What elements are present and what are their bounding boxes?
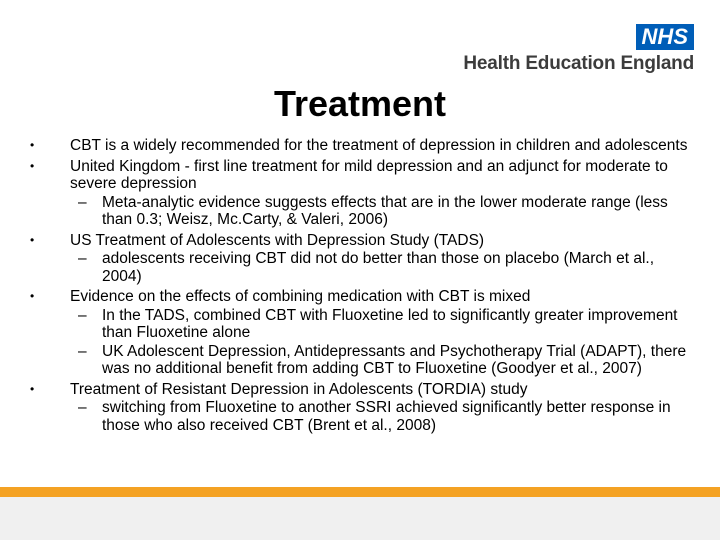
sub-bullet-dash: – [78,306,87,324]
bullet-item [30,232,690,286]
bullet-item [30,158,690,229]
bullet-dot: • [30,289,35,303]
sub-bullet-item [70,307,690,342]
bullet-dot: • [30,138,35,152]
sub-bullet-item [70,399,690,434]
organization-name: Health Education England [463,53,694,74]
slide-title: Treatment [273,83,447,124]
sub-bullet-text: Meta-analytic evidence suggests effects that are in the lower moderate range (less than 0.3; Weisz, Mc.Carty, & Valeri, 2006) [102,193,668,228]
sub-bullet-item [70,343,690,378]
sub-bullet-item [70,194,690,229]
sub-bullet-text: In the TADS, combined CBT with Fluoxetine led to significantly greater improvement than Fluoxetine alone [102,306,678,341]
bullet-dot: • [30,158,35,173]
bullet-text: US Treatment of Adolescents with Depression Study (TADS) [70,231,485,249]
bullet-text: CBT is a widely recommended for the treatment of depression in children and adolescents [70,137,688,154]
bullet-item [30,381,690,435]
bullet-text: United Kingdom - first line treatment for mild depression and an adjunct for moderate to severe depression [70,157,668,192]
bullet-item [30,288,690,378]
bullet-dot: • [30,232,35,247]
sub-bullet-text: adolescents receiving CBT did not do better than those on placebo (March et al., 2004) [102,250,655,285]
sub-bullet-item [70,250,690,285]
bullet-text: Evidence on the effects of combining medication with CBT is mixed [70,288,531,305]
sub-bullet-dash: – [78,193,87,211]
nhs-logo-mark: NHS [636,24,694,50]
footer-area [0,497,720,540]
bullet-list [30,137,690,434]
bullet-text: Treatment of Resistant Depression in Adolescents (TORDIA) study [70,380,528,398]
slide-content [30,137,690,437]
sub-bullet-dash: – [78,250,87,267]
sub-bullet-dash: – [78,342,87,360]
footer-accent-bar [0,487,720,497]
sub-bullet-text: UK Adolescent Depression, Antidepressants and Psychotherapy Trial (ADAPT), there was no additional benefit from adding CBT to Fluoxetine (Goodyer et al., 2007) [102,342,687,377]
nhs-hee-logo [444,24,694,75]
bullet-item [30,137,690,155]
bullet-dot: • [30,381,35,396]
sub-bullet-text: switching from Fluoxetine to another SSRI achieved significantly better response in those who also received CBT (Brent et al., 2008) [102,399,671,434]
sub-bullet-dash: – [78,399,87,416]
